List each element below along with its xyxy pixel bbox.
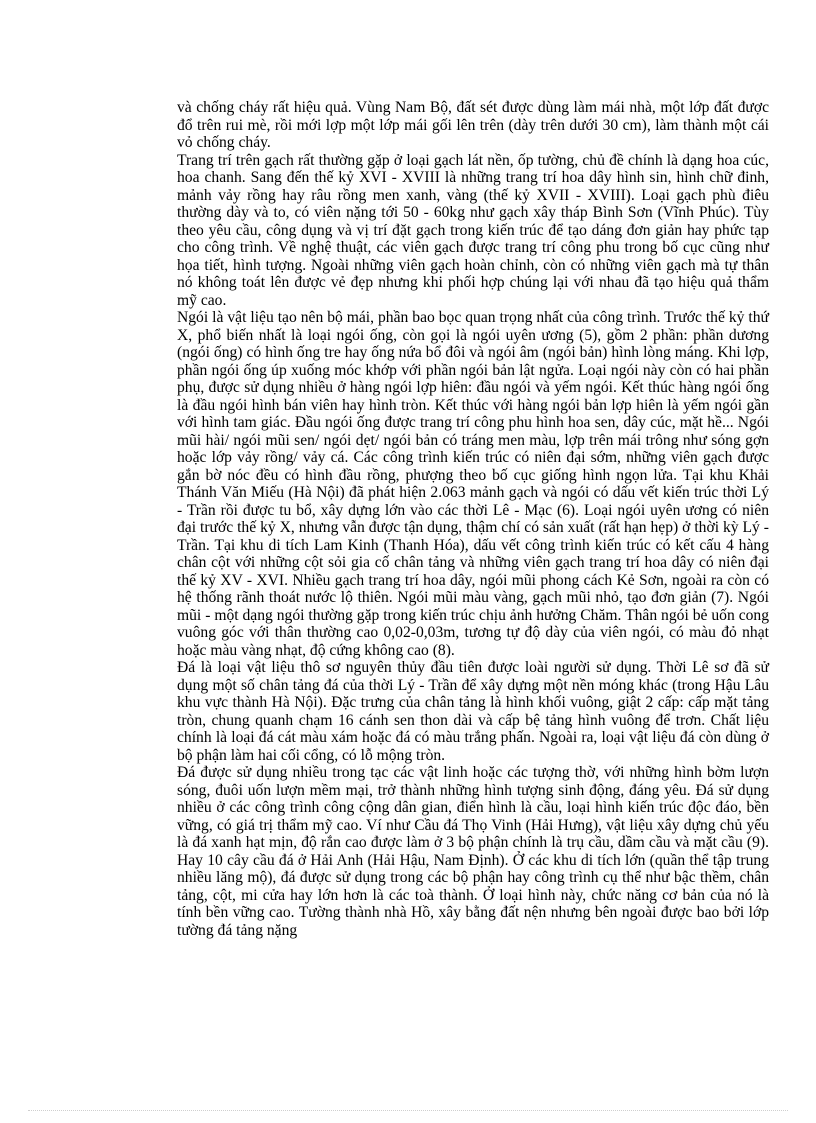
paragraph-roof-tiles: Ngói là vật liệu tạo nên bộ mái, phần bao bọc quan trọng nhất của công trình. Trước thế kỷ thứ X, phổ biến nhất là loại ngói ống, còn gọi là ngói uyên ương (5), gồm 2 phần: phần dương (ngói ống) có hình ống tre hay ống nứa bổ đôi và ngói âm (ngói bản) hình lòng máng. Khi lợp, phần ngói ống úp xuống móc khớp với phần ngói bản lật ngửa. Loại ngói này còn có hai phần phụ, được sử dụng nhiều ở hàng ngói lợp hiên: đầu ngói và yếm ngói. Kết thúc hàng ngói ống là đầu ngói hình bán viên hay hình tròn. Kết thúc với hàng ngói bản lợp hiên là yếm ngói gần với hình tam giác. Đầu ngói ống được trang trí công phu hình hoa sen, dây cúc, mặt hề... Ngói mũi hài/ ngói mũi sen/ ngói dẹt/ ngói bản có tráng men màu, lợp trên mái trông như sóng gợn hoặc lớp vảy rồng/ vảy cá. Các công trình kiến trúc có niên đại sớm, những viên gạch được gắn bờ nóc đều có hình đầu rồng, phượng theo bố cục giống hình ngọn lửa. Tại khu Khải Thánh Văn Miếu (Hà Nội) đã phát hiện 2.063 mảnh gạch và ngói có dấu vết kiến trúc thời Lý - Trần rồi được tu bổ, xây dựng lớn vào các thời Lê - Mạc (6). Loại ngói uyên ương có niên đại trước thế kỷ X, nhưng vẫn được tận dụng, thậm chí có sản xuất (rất hạn hẹp) ở thời kỳ Lý - Trần. Tại khu di tích Lam Kinh (Thanh Hóa), dấu vết công trình kiến trúc có kết cấu 4 hàng chân cột với những cột sỏi gia cố chân tảng và những viên gạch trang trí hoa dây có niên đại thế kỷ XV - XVI. Nhiều gạch trang trí hoa dây, ngói mũi phong cách Kẻ Sơn, ngoài ra còn có hệ thống rãnh thoát nước lộ thiên. Ngói mũi màu vàng, gạch mũi nhỏ, tạo đơn giản (7). Ngói mũi - một dạng ngói thường gặp trong kiến trúc chịu ảnh hưởng Chăm. Thân ngói bẻ uốn cong vuông góc với thân thường cao 0,02-0,03m, tương tự độ dày của viên ngói, có màu đỏ nhạt hoặc màu vàng nhạt, độ cứng không cao (8). [177, 309, 769, 659]
paragraph-brick-decoration: Trang trí trên gạch rất thường gặp ở loại gạch lát nền, ốp tường, chủ đề chính là dạng hoa cúc, hoa chanh. Sang đến thế kỷ XVI - XVIII là những trang trí hoa dây hình sin, hình chữ đinh, mảnh vảy rồng hay râu rồng men xanh, vàng (thế kỷ XVII - XVIII). Loại gạch phù điêu thường dày và to, có viên nặng tới 50 - 60kg như gạch xây tháp Bình Sơn (Vĩnh Phúc). Tùy theo yêu cầu, công dụng và vị trí đặt gạch trong kiến trúc để tạo dáng đơn giản hay phức tạp cho công trình. Về nghệ thuật, các viên gạch được trang trí công phu trong bố cục cũng như họa tiết, hình tượng. Ngoài những viên gạch hoàn chỉnh, còn có những viên gạch mà tự thân nó không toát lên được vẻ đẹp nhưng khi phối hợp chúng lại với nhau đã tạo hiệu quả thẩm mỹ cao. [177, 151, 769, 309]
paragraph-roof-fireproofing: và chống cháy rất hiệu quả. Vùng Nam Bộ, đất sét được dùng làm mái nhà, một lớp đất được đổ trên rui mè, rồi mới lợp một lớp mái gối lên trên (dày trên dưới 30 cm), làm thành một cái vỏ chống cháy. [177, 99, 769, 151]
page-bottom-divider [28, 1110, 788, 1111]
paragraph-stone-usage: Đá được sử dụng nhiều trong tạc các vật linh hoặc các tượng thờ, với những hình bờm lượn sóng, đuôi uốn lượn mềm mại, trở thành những hình tượng sinh động, đáng yêu. Đá sử dụng nhiều ở các công trình công cộng dân gian, điển hình là cầu, loại hình kiến trúc độc đáo, bền vững, có giá trị thẩm mỹ cao. Ví như Cầu đá Thọ Vinh (Hải Hưng), vật liệu xây dựng chủ yếu là đá xanh hạt mịn, độ rắn cao được làm ở 3 bộ phận chính là trụ cầu, dầm cầu và mặt cầu (9). Hay 10 cây cầu đá ở Hải Anh (Hải Hậu, Nam Định). Ở các khu di tích lớn (quần thể tập trung nhiều lăng mộ), đá được sử dụng trong các bộ phận hay công trình cụ thể như bậc thềm, chân tảng, cột, mi cửa hay lớn hơn là các toà thành. Ở loại hình này, chức năng cơ bản của nó là tính bền vững cao. Tường thành nhà Hồ, xây bằng đất nện nhưng bên ngoài được bao bởi lớp tường đá tảng nặng [177, 764, 769, 939]
paragraph-stone-material: Đá là loại vật liệu thô sơ nguyên thủy đầu tiên được loài người sử dụng. Thời Lê sơ đã sử dụng một số chân tảng đá của thời Lý - Trần để xây dựng một nền móng khác (trong Hậu Lâu khu vực thành Hà Nội). Đặc trưng của chân tảng là hình khối vuông, giật 2 cấp: cấp mặt tảng tròn, chung quanh chạm 16 cánh sen thon dài và cấp bệ tảng hình vuông để trơn. Chất liệu chính là loại đá cát màu xám hoặc đá có màu trắng phấn. Ngoài ra, loại vật liệu đá còn dùng ở bộ phận làm hai cối cổng, có lỗ mộng tròn. [177, 659, 769, 764]
document-body [177, 99, 769, 939]
